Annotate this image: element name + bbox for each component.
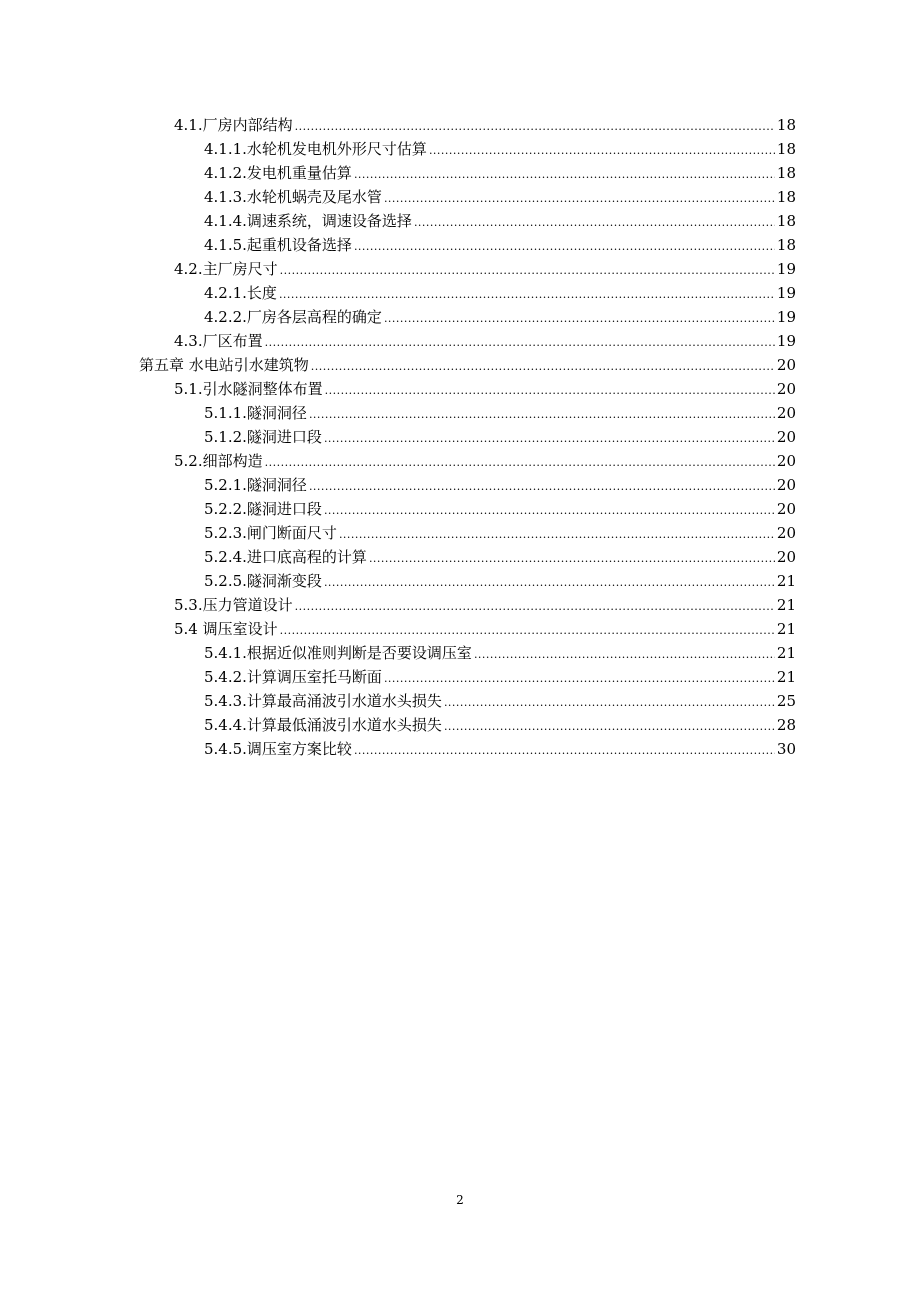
toc-entry-title: 5.4.1.根据近似准则判断是否要设调压室 <box>204 644 472 662</box>
toc-leader-dots <box>265 451 775 475</box>
toc-entry-page: 19 <box>776 260 796 278</box>
toc-entry-page: 30 <box>776 740 796 758</box>
toc-entry[interactable] <box>0 689 920 713</box>
toc-leader-dots <box>324 427 775 451</box>
toc-entry[interactable] <box>0 425 920 449</box>
toc-leader-dots <box>414 211 775 235</box>
toc-leader-dots <box>325 379 775 403</box>
toc-leader-dots <box>295 115 775 139</box>
toc-entry[interactable] <box>0 353 920 377</box>
toc-leader-dots <box>324 571 775 595</box>
toc-entry[interactable] <box>0 617 920 641</box>
toc-entry[interactable] <box>0 449 920 473</box>
toc-entry-title: 5.4.5.调压室方案比较 <box>204 740 352 758</box>
toc-entry[interactable] <box>0 401 920 425</box>
toc-leader-dots <box>295 595 775 619</box>
toc-leader-dots <box>339 523 775 547</box>
toc-entry-page: 21 <box>776 668 796 686</box>
toc-entry-title: 5.1.1.隧洞洞径 <box>204 404 307 422</box>
toc-entry[interactable] <box>0 305 920 329</box>
toc-entry[interactable] <box>0 641 920 665</box>
toc-entry-page: 18 <box>776 188 796 206</box>
toc-entry-page: 19 <box>776 308 796 326</box>
toc-entry-page: 20 <box>776 524 796 542</box>
toc-entry-page: 25 <box>776 692 796 710</box>
toc-entry-page: 20 <box>776 404 796 422</box>
toc-entry-page: 19 <box>776 332 796 350</box>
toc-entry-title: 5.4.3.计算最高涌波引水道水头损失 <box>204 692 442 710</box>
toc-entry-page: 20 <box>776 476 796 494</box>
toc-entry[interactable] <box>0 233 920 257</box>
toc-entry-title: 5.3.压力管道设计 <box>174 596 293 614</box>
toc-entry-title: 5.2.2.隧洞进口段 <box>204 500 322 518</box>
toc-entry-page: 21 <box>776 596 796 614</box>
toc-entry-title: 4.1.4.调速系统，调速设备选择 <box>204 212 412 230</box>
toc-entry-title: 5.2.细部构造 <box>174 452 263 470</box>
toc-entry[interactable] <box>0 713 920 737</box>
toc-entry-page: 18 <box>776 116 796 134</box>
toc-entry-title: 4.2.主厂房尺寸 <box>174 260 278 278</box>
toc-entry-title: 5.2.5.隧洞渐变段 <box>204 572 322 590</box>
toc-entry-title: 5.4.2.计算调压室托马断面 <box>204 668 382 686</box>
toc-entry-page: 20 <box>776 356 796 374</box>
toc-entry[interactable] <box>0 521 920 545</box>
toc-entry[interactable] <box>0 473 920 497</box>
toc-entry[interactable] <box>0 113 920 137</box>
toc-leader-dots <box>474 643 775 667</box>
toc-entry[interactable] <box>0 137 920 161</box>
toc-leader-dots <box>384 307 775 331</box>
toc-entry-page: 21 <box>776 572 796 590</box>
toc-entry-title: 4.1.厂房内部结构 <box>174 116 293 134</box>
toc-leader-dots <box>311 355 775 379</box>
toc-leader-dots <box>354 163 775 187</box>
toc-entry-title: 4.1.3.水轮机蜗壳及尾水管 <box>204 188 382 206</box>
toc-entry-page: 21 <box>776 620 796 638</box>
toc-entry[interactable] <box>0 665 920 689</box>
toc-entry-title: 5.1.2.隧洞进口段 <box>204 428 322 446</box>
page-number: 2 <box>456 1193 464 1207</box>
toc-entry-title: 第五章 水电站引水建筑物 <box>139 356 309 374</box>
toc-leader-dots <box>369 547 775 571</box>
toc-entry-title: 5.2.3.闸门断面尺寸 <box>204 524 337 542</box>
toc-entry[interactable] <box>0 737 920 761</box>
toc-leader-dots <box>444 691 775 715</box>
toc-leader-dots <box>279 283 775 307</box>
toc-entry-page: 18 <box>776 140 796 158</box>
toc-entry-page: 20 <box>776 500 796 518</box>
toc-entry-page: 20 <box>776 428 796 446</box>
toc-entry[interactable] <box>0 281 920 305</box>
toc-entry-title: 5.2.1.隧洞洞径 <box>204 476 307 494</box>
toc-leader-dots <box>354 235 775 259</box>
toc-entry-title: 4.2.2.厂房各层高程的确定 <box>204 308 382 326</box>
toc-entry-title: 5.4.4.计算最低涌波引水道水头损失 <box>204 716 442 734</box>
toc-entry-page: 28 <box>776 716 796 734</box>
toc-entry-page: 20 <box>776 548 796 566</box>
toc-entry[interactable] <box>0 593 920 617</box>
toc-entry[interactable] <box>0 161 920 185</box>
toc-entry[interactable] <box>0 185 920 209</box>
toc-leader-dots <box>280 619 775 643</box>
toc-entry[interactable] <box>0 257 920 281</box>
toc-leader-dots <box>384 187 775 211</box>
toc-entry-page: 18 <box>776 236 796 254</box>
toc-entry-page: 18 <box>776 164 796 182</box>
toc-entry-page: 19 <box>776 284 796 302</box>
toc-entry-title: 4.1.2.发电机重量估算 <box>204 164 352 182</box>
toc-entry[interactable] <box>0 329 920 353</box>
toc-entry-page: 20 <box>776 380 796 398</box>
toc-leader-dots <box>309 475 775 499</box>
toc-leader-dots <box>280 259 775 283</box>
toc-leader-dots <box>354 739 775 763</box>
table-of-contents <box>0 113 920 761</box>
toc-entry-title: 4.1.1.水轮机发电机外形尺寸估算 <box>204 140 427 158</box>
toc-entry-title: 5.4 调压室设计 <box>174 620 278 638</box>
toc-entry[interactable] <box>0 545 920 569</box>
toc-entry-title: 4.2.1.长度 <box>204 284 277 302</box>
toc-leader-dots <box>265 331 775 355</box>
toc-entry[interactable] <box>0 209 920 233</box>
toc-entry[interactable] <box>0 377 920 401</box>
toc-leader-dots <box>444 715 775 739</box>
toc-entry-title: 4.1.5.起重机设备选择 <box>204 236 352 254</box>
toc-entry[interactable] <box>0 497 920 521</box>
toc-entry-title: 5.1.引水隧洞整体布置 <box>174 380 323 398</box>
toc-leader-dots <box>324 499 775 523</box>
toc-leader-dots <box>384 667 775 691</box>
toc-leader-dots <box>309 403 775 427</box>
toc-entry-page: 18 <box>776 212 796 230</box>
toc-entry[interactable] <box>0 569 920 593</box>
toc-entry-title: 5.2.4.进口底高程的计算 <box>204 548 367 566</box>
toc-leader-dots <box>429 139 775 163</box>
toc-entry-page: 21 <box>776 644 796 662</box>
toc-entry-title: 4.3.厂区布置 <box>174 332 263 350</box>
toc-entry-page: 20 <box>776 452 796 470</box>
